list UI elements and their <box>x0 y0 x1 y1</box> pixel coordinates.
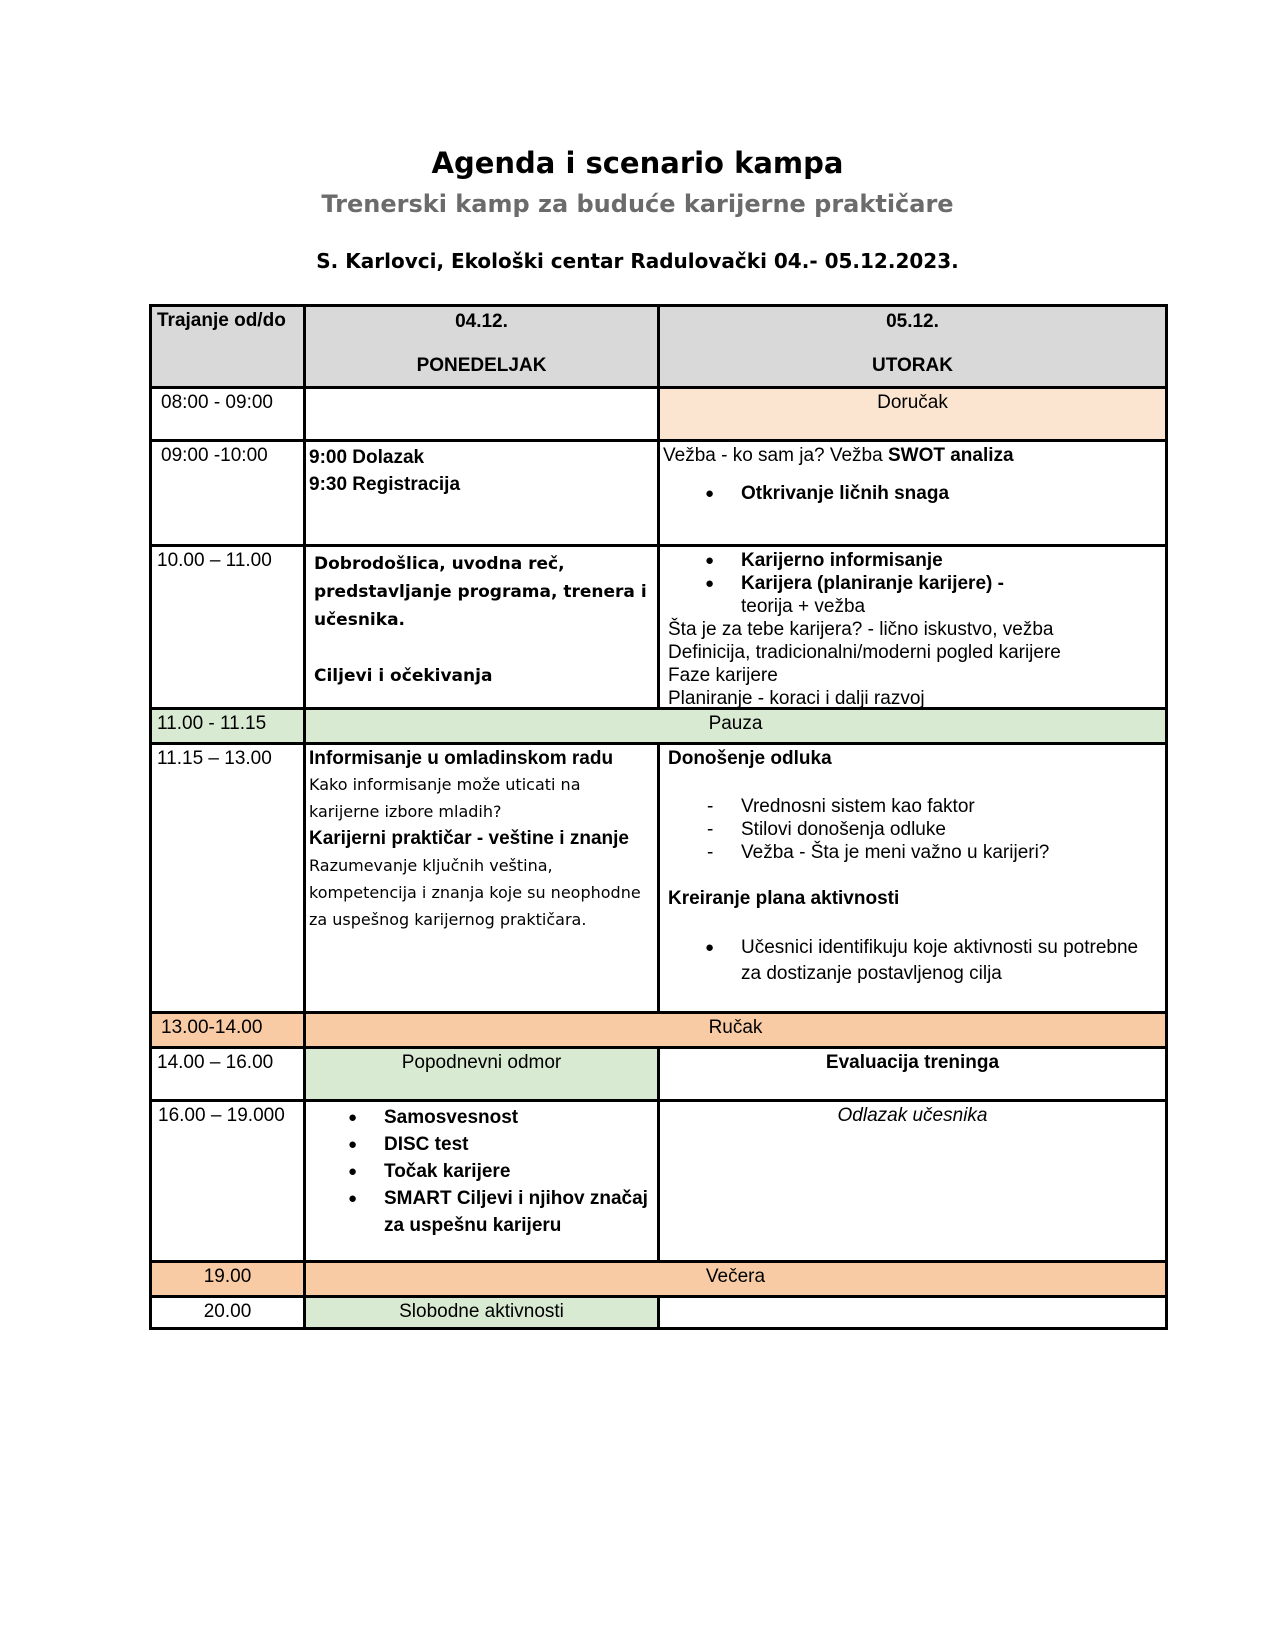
row3-day2 <box>657 544 1168 710</box>
page-title: Agenda i scenario kampa <box>431 146 844 180</box>
section-heading: Informisanje u omladinskom radu <box>309 748 614 769</box>
list-item: ● SMART Ciljevi i njihov značaj za uspešnu karijeru <box>306 1185 652 1239</box>
section-heading: Kreiranje plana aktivnosti <box>668 888 900 909</box>
lunch-cell: Ručak <box>303 1011 1168 1049</box>
row8-time: 16.00 – 19.000 <box>149 1099 306 1263</box>
row1-day1 <box>303 386 660 442</box>
row5-time: 11.15 – 13.00 <box>149 742 306 1014</box>
list-item: ● Otkrivanje ličnih snaga <box>663 482 1160 506</box>
row7-day2: Evaluacija treninga <box>657 1046 1168 1102</box>
row2-day1 <box>303 439 660 547</box>
list-item: ● Točak karijere <box>306 1158 652 1185</box>
row10-day2 <box>657 1295 1168 1330</box>
row7-time: 14.00 – 16.00 <box>149 1046 306 1102</box>
agenda-table <box>149 304 1168 1359</box>
row2-time: 09:00 -10:00 <box>149 439 306 547</box>
header-day2-name: UTORAK <box>872 355 953 376</box>
header-day1-date: 04.12. <box>455 311 508 332</box>
exercise-intro: Vežba - ko sam ja? Vežba <box>663 445 888 466</box>
list-item: - Vrednosni sistem kao faktor <box>663 795 1160 818</box>
row9-time: 19.00 <box>149 1260 306 1298</box>
row5-day2 <box>657 742 1168 1014</box>
row8-day1 <box>303 1099 660 1263</box>
page-subtitle: Trenerski kamp za buduće karijerne praktičare <box>321 190 954 218</box>
list-item: - Stilovi donošenja odluke <box>663 818 1160 841</box>
row3-time: 10.00 – 11.00 <box>149 544 306 710</box>
list-item: ● Samosvesnost <box>306 1104 652 1131</box>
list-item: ● DISC test <box>306 1131 652 1158</box>
header-day2 <box>657 304 1168 389</box>
row5-day1 <box>303 742 660 1014</box>
row2-day2 <box>657 439 1168 547</box>
header-time <box>149 304 306 389</box>
row10-time: 20.00 <box>149 1295 306 1330</box>
text-line: Faze karijere <box>668 665 778 686</box>
goals-text: Ciljevi i očekivanja <box>314 666 493 686</box>
row3-day1 <box>303 544 660 710</box>
header-day1 <box>303 304 660 389</box>
row7-day1: Popodnevni odmor <box>303 1046 660 1102</box>
text-line: Šta je za tebe karijera? - lično iskustvo, vežba <box>668 619 1054 640</box>
dinner-cell: Večera <box>303 1260 1168 1298</box>
list-item: - Vežba - Šta je meni važno u karijeri? <box>663 841 1160 864</box>
break-cell: Pauza <box>303 707 1168 745</box>
section-text: Razumevanje ključnih veština, kompetencija i znanja koje su neophodne za uspešnog karijernog praktičara. <box>309 856 641 929</box>
section-text: Kako informisanje može uticati na karijerne izbore mladih? <box>309 775 581 821</box>
theory-practice: teorija + vežba <box>741 596 866 617</box>
text-line: Planiranje - koraci i dalji razvoj <box>668 688 925 709</box>
row4-time: 11.00 - 11.15 <box>149 707 306 745</box>
text-line: Definicija, tradicionalni/moderni pogled karijere <box>668 642 1061 663</box>
arrival-line: 9:00 Dolazak <box>309 447 425 468</box>
row1-time: 08:00 - 09:00 <box>149 386 306 442</box>
list-item: ● Karijerno informisanje <box>663 549 1160 572</box>
section-heading: Donošenje odluka <box>668 748 832 769</box>
welcome-text: Dobrodošlica, uvodna reč, predstavljanje programa, trenera i učesnika. <box>314 554 647 630</box>
row6-time: 13.00-14.00 <box>149 1011 306 1049</box>
row8-day2: Odlazak učesnika <box>657 1099 1168 1263</box>
section-heading: Karijerni praktičar - veštine i znanje <box>309 828 629 849</box>
list-item: ● Karijera (planiranje karijere) - teorija + vežba <box>663 572 1160 618</box>
header-day1-name: PONEDELJAK <box>416 355 547 376</box>
header-day2-date: 05.12. <box>886 311 939 332</box>
swot-label: SWOT analiza <box>887 445 1014 466</box>
row10-day1: Slobodne aktivnosti <box>303 1295 660 1330</box>
header-time-label: Trajanje od/do <box>157 310 286 331</box>
list-item: ● Učesnici identifikuju koje aktivnosti su potrebne za dostizanje postavljenog cilja <box>663 935 1160 987</box>
registration-line: 9:30 Registracija <box>309 474 461 495</box>
location-line: S. Karlovci, Ekološki centar Radulovački 04.- 05.12.2023. <box>316 249 959 273</box>
row1-day2: Doručak <box>657 386 1168 442</box>
